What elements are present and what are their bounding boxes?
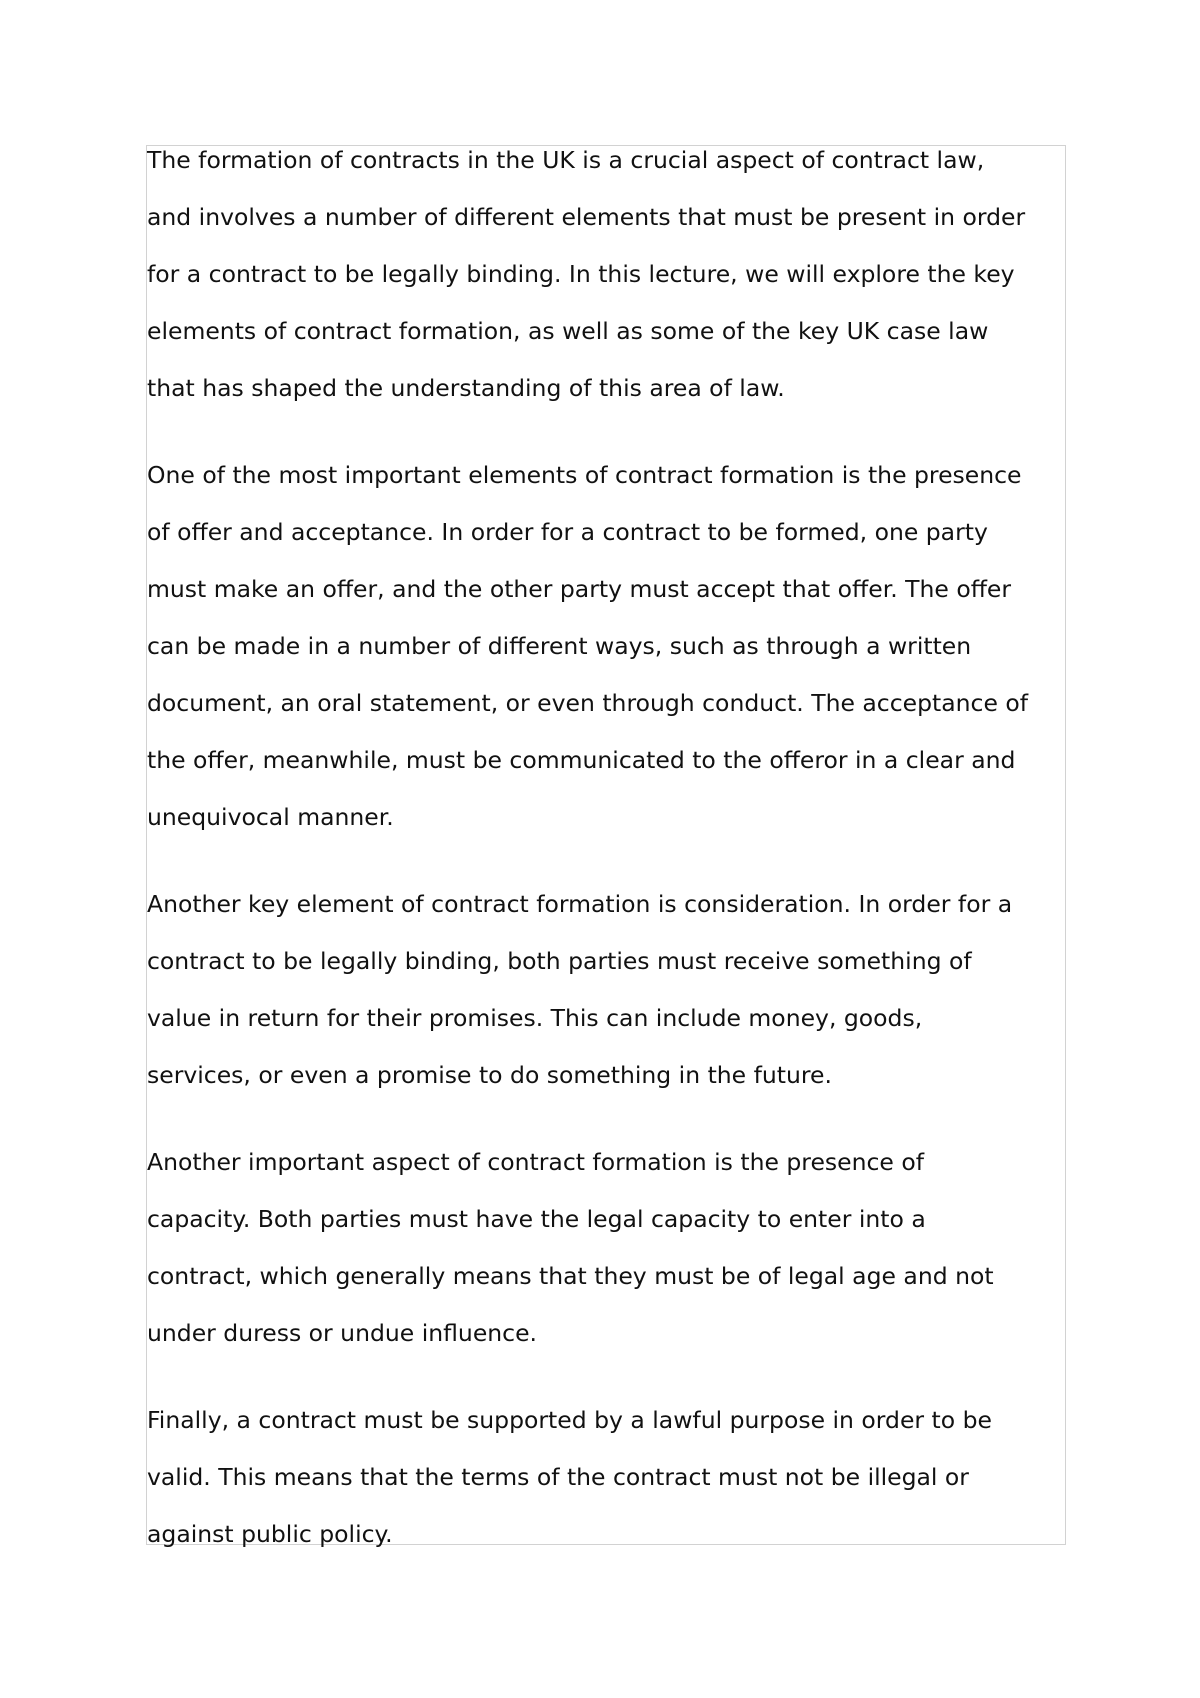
paragraph-line: and involves a number of different elements that must be present in order [147, 203, 1026, 231]
paragraph-line: Another key element of contract formation is consideration. In order for a [147, 890, 1013, 918]
paragraph-line: must make an offer, and the other party must accept that offer. The offer [147, 575, 1012, 603]
paragraph-line: contract to be legally binding, both parties must receive something of [147, 947, 972, 975]
paragraph-line: can be made in a number of different ways, such as through a written [147, 632, 972, 660]
paragraph-line: One of the most important elements of contract formation is the presence [147, 461, 1022, 489]
paragraph-line: valid. This means that the terms of the contract must not be illegal or [147, 1463, 969, 1491]
paragraph-line: document, an oral statement, or even through conduct. The acceptance of [147, 689, 1029, 717]
paragraph-line: Finally, a contract must be supported by a lawful purpose in order to be [147, 1406, 992, 1434]
paragraph-line: the offer, meanwhile, must be communicated to the offeror in a clear and [147, 746, 1016, 774]
paragraph-line: against public policy. [147, 1520, 393, 1548]
paragraph-line: The formation of contracts in the UK is a crucial aspect of contract law, [147, 146, 985, 174]
paragraph-line: Another important aspect of contract formation is the presence of [147, 1148, 925, 1176]
paragraph-line: elements of contract formation, as well as some of the key UK case law [147, 317, 989, 345]
paragraph-line: for a contract to be legally binding. In this lecture, we will explore the key [147, 260, 1015, 288]
text-frame [146, 145, 1066, 1548]
paragraph-line: value in return for their promises. This can include money, goods, [147, 1004, 923, 1032]
paragraph-line: capacity. Both parties must have the legal capacity to enter into a [147, 1205, 926, 1233]
paragraph-line: contract, which generally means that they must be of legal age and not [147, 1262, 994, 1290]
paragraph-line: under duress or undue influence. [147, 1319, 538, 1347]
paragraph-line: that has shaped the understanding of this area of law. [147, 374, 785, 402]
paragraph-line: of offer and acceptance. In order for a contract to be formed, one party [147, 518, 988, 546]
paragraph-line: unequivocal manner. [147, 803, 394, 831]
paragraph-line: services, or even a promise to do something in the future. [147, 1061, 832, 1089]
